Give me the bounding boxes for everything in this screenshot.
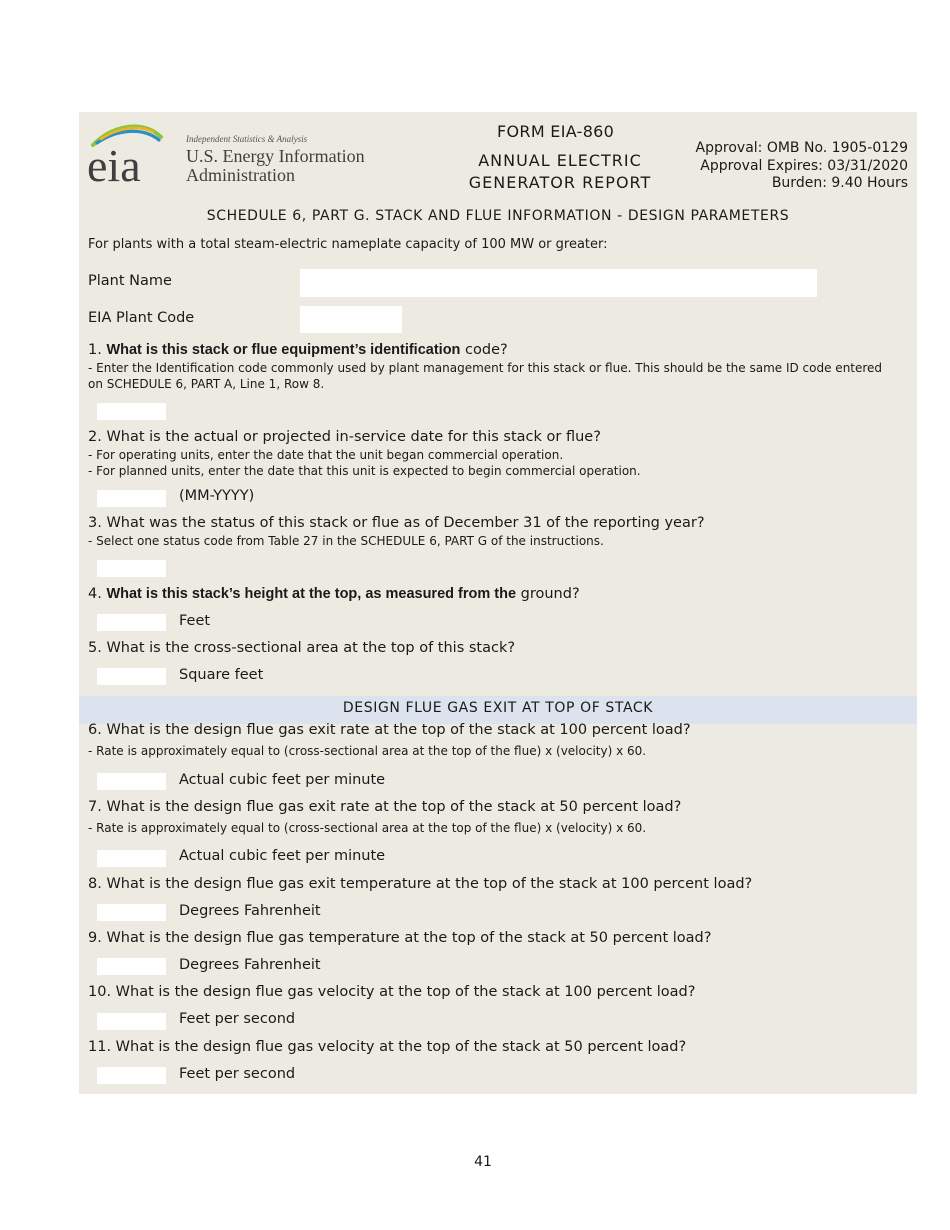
q7-text: 7. What is the design flue gas exit rate at the top of the stack at 50 percent load? (88, 799, 682, 815)
q4-bold-text: What is this stack’s height at the top, as measured from the (106, 586, 517, 602)
q9-text: 9. What is the design flue gas temperature at the top of the stack at 50 percent load? (88, 930, 712, 946)
plant-name-label: Plant Name (88, 273, 172, 289)
q2-note1: - For operating units, enter the date that the unit began commercial operation. (88, 448, 564, 462)
form-panel (79, 112, 917, 1094)
q8-input[interactable] (97, 904, 166, 921)
q9-unit: Degrees Fahrenheit (179, 957, 321, 973)
q1-rest-text: code? (465, 342, 508, 358)
q5-unit: Square feet (179, 667, 264, 683)
q5-input[interactable] (97, 668, 166, 685)
form-title: FORM EIA-860 (497, 122, 615, 141)
q4-unit: Feet (179, 613, 211, 629)
q2-input[interactable] (97, 490, 166, 507)
q6-text: 6. What is the design flue gas exit rate at the top of the stack at 100 percent load? (88, 722, 691, 738)
logo-tagline: Independent Statistics & Analysis (186, 134, 308, 144)
q11-unit: Feet per second (179, 1066, 296, 1082)
q11-input[interactable] (97, 1067, 166, 1084)
page-number: 41 (474, 1154, 492, 1170)
logo-agency-line2: Administration (186, 165, 295, 185)
plant-code-label: EIA Plant Code (88, 310, 195, 326)
q10-unit: Feet per second (179, 1011, 296, 1027)
q4-number: 4. (88, 586, 102, 602)
q7-unit: Actual cubic feet per minute (179, 848, 386, 864)
logo-agency-line1: U.S. Energy Information (186, 146, 365, 166)
plant-name-input[interactable] (300, 269, 817, 297)
intro-text: For plants with a total steam-electric nameplate capacity of 100 MW or greater: (88, 237, 608, 252)
approval-info (696, 140, 908, 193)
q11-text: 11. What is the design flue gas velocity at the top of the stack at 50 percent load? (88, 1039, 687, 1055)
q3-text: 3. What was the status of this stack or flue as of December 31 of the reporting year? (88, 515, 705, 531)
eia-logo (87, 123, 387, 189)
q6-input[interactable] (97, 773, 166, 790)
q6-note1: - Rate is approximately equal to (cross-sectional area at the top of the flue) x (velocity) x 60. (88, 744, 647, 758)
schedule-title: SCHEDULE 6, PART G. STACK AND FLUE INFORMATION - DESIGN PARAMETERS (206, 208, 790, 224)
plant-code-input[interactable] (300, 306, 402, 333)
approval-expires: Approval Expires: 03/31/2020 (700, 157, 908, 174)
q1-text (88, 342, 508, 358)
q7-note1: - Rate is approximately equal to (cross-sectional area at the top of the flue) x (velocity) x 60. (88, 821, 647, 835)
approval-omb: Approval: OMB No. 1905-0129 (695, 140, 908, 156)
q4-rest-text: ground? (520, 586, 580, 602)
q6-unit: Actual cubic feet per minute (179, 772, 386, 788)
q4-text (88, 586, 580, 602)
q5-text: 5. What is the cross-sectional area at the top of this stack? (88, 640, 516, 656)
q2-text: 2. What is the actual or projected in-service date for this stack or flue? (88, 429, 601, 445)
q2-unit: (MM-YYYY) (179, 488, 255, 504)
q1-number: 1. (88, 342, 102, 358)
q3-note1: - Select one status code from Table 27 in the SCHEDULE 6, PART G of the instructions. (88, 534, 604, 548)
q8-text: 8. What is the design flue gas exit temperature at the top of the stack at 100 percent load? (88, 876, 753, 892)
q1-bold-text: What is this stack or flue equipment’s identification (106, 342, 461, 358)
logo-mark-text: eia (87, 140, 141, 189)
q1-input[interactable] (97, 403, 166, 420)
section-title: DESIGN FLUE GAS EXIT AT TOP OF STACK (342, 700, 654, 716)
q1-note2: on SCHEDULE 6, PART A, Line 1, Row 8. (88, 377, 325, 391)
q2-note2: - For planned units, enter the date that this unit is expected to begin commercial operation. (88, 464, 641, 478)
report-title (455, 150, 665, 194)
q10-input[interactable] (97, 1013, 166, 1030)
q1-note1: - Enter the Identification code commonly used by plant management for this stack or flue. This should be the same ID code entered (88, 361, 883, 375)
q9-input[interactable] (97, 958, 166, 975)
report-title-line1: ANNUAL ELECTRIC (478, 151, 642, 170)
q10-text: 10. What is the design flue gas velocity at the top of the stack at 100 percent load? (88, 984, 696, 1000)
q4-input[interactable] (97, 614, 166, 631)
approval-burden: Burden: 9.40 Hours (771, 175, 908, 191)
eia-logo-graphic (87, 123, 387, 189)
q7-input[interactable] (97, 850, 166, 867)
q8-unit: Degrees Fahrenheit (179, 903, 321, 919)
report-title-line2: GENERATOR REPORT (468, 173, 652, 192)
q3-input[interactable] (97, 560, 166, 577)
